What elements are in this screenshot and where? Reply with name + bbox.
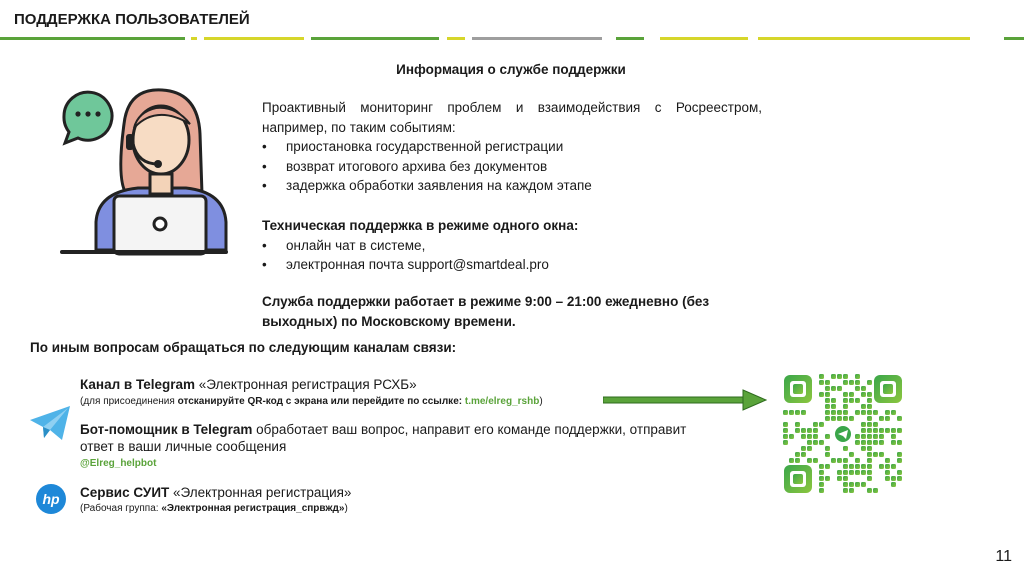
- header-divider: [0, 37, 1024, 41]
- qr-code-icon[interactable]: [782, 373, 904, 495]
- tech-support-block: [262, 216, 762, 275]
- support-agent-icon: [58, 84, 230, 256]
- telegram-link[interactable]: t.me/elreg_rshb: [464, 396, 540, 407]
- hp-logo-icon: [35, 483, 67, 515]
- monitoring-text: Проактивный мониторинг проблем и взаимодействия с Росреестром, например, по таким событиям:: [262, 100, 762, 135]
- list-item: • возврат итогового архива без документов: [262, 158, 548, 174]
- suit-title: Сервис СУИТ «Электронная регистрация»: [80, 485, 352, 500]
- tech-support-title: Техническая поддержка в режиме одного окна:: [262, 218, 579, 233]
- info-title: Информация о службе поддержки: [396, 62, 626, 77]
- list-item: • приостановка государственной регистрации: [262, 139, 564, 154]
- bot-description: Бот-помощник в Telegram обработает ваш вопрос, направит его команде поддержки, отправит ответ в ваши личные сообщения: [80, 422, 687, 454]
- list-item: • электронная почта support@smartdeal.pro: [262, 257, 549, 272]
- monitoring-block: [262, 98, 762, 196]
- list-item: • онлайн чат в системе,: [262, 237, 426, 253]
- page-number: 11: [995, 548, 1012, 565]
- suit-note: (Рабочая группа: «Электронная регистрация_спрвжд»): [80, 503, 348, 514]
- svg-text:hp: hp: [42, 491, 60, 507]
- arrow-right-icon: [603, 389, 767, 411]
- telegram-channel-note: (для присоединения отсканируйте QR-код с экрана или перейдите по ссылке: t.me/elreg_rshb): [80, 396, 543, 407]
- bot-handle[interactable]: @Elreg_helpbot: [80, 458, 157, 469]
- list-item: • задержка обработки заявления на каждом этапе: [262, 178, 592, 193]
- telegram-channel-title: Канал в Telegram «Электронная регистрация РСХБ»: [80, 377, 417, 392]
- channels-intro: По иным вопросам обращаться по следующим каналам связи:: [30, 340, 457, 355]
- working-hours: Служба поддержки работает в режиме 9:00 – 21:00 ежедневно (без выходных) по Московскому времени.: [262, 294, 710, 329]
- page-title: ПОДДЕРЖКА ПОЛЬЗОВАТЕЛЕЙ: [14, 11, 250, 28]
- telegram-plane-icon: [28, 404, 72, 442]
